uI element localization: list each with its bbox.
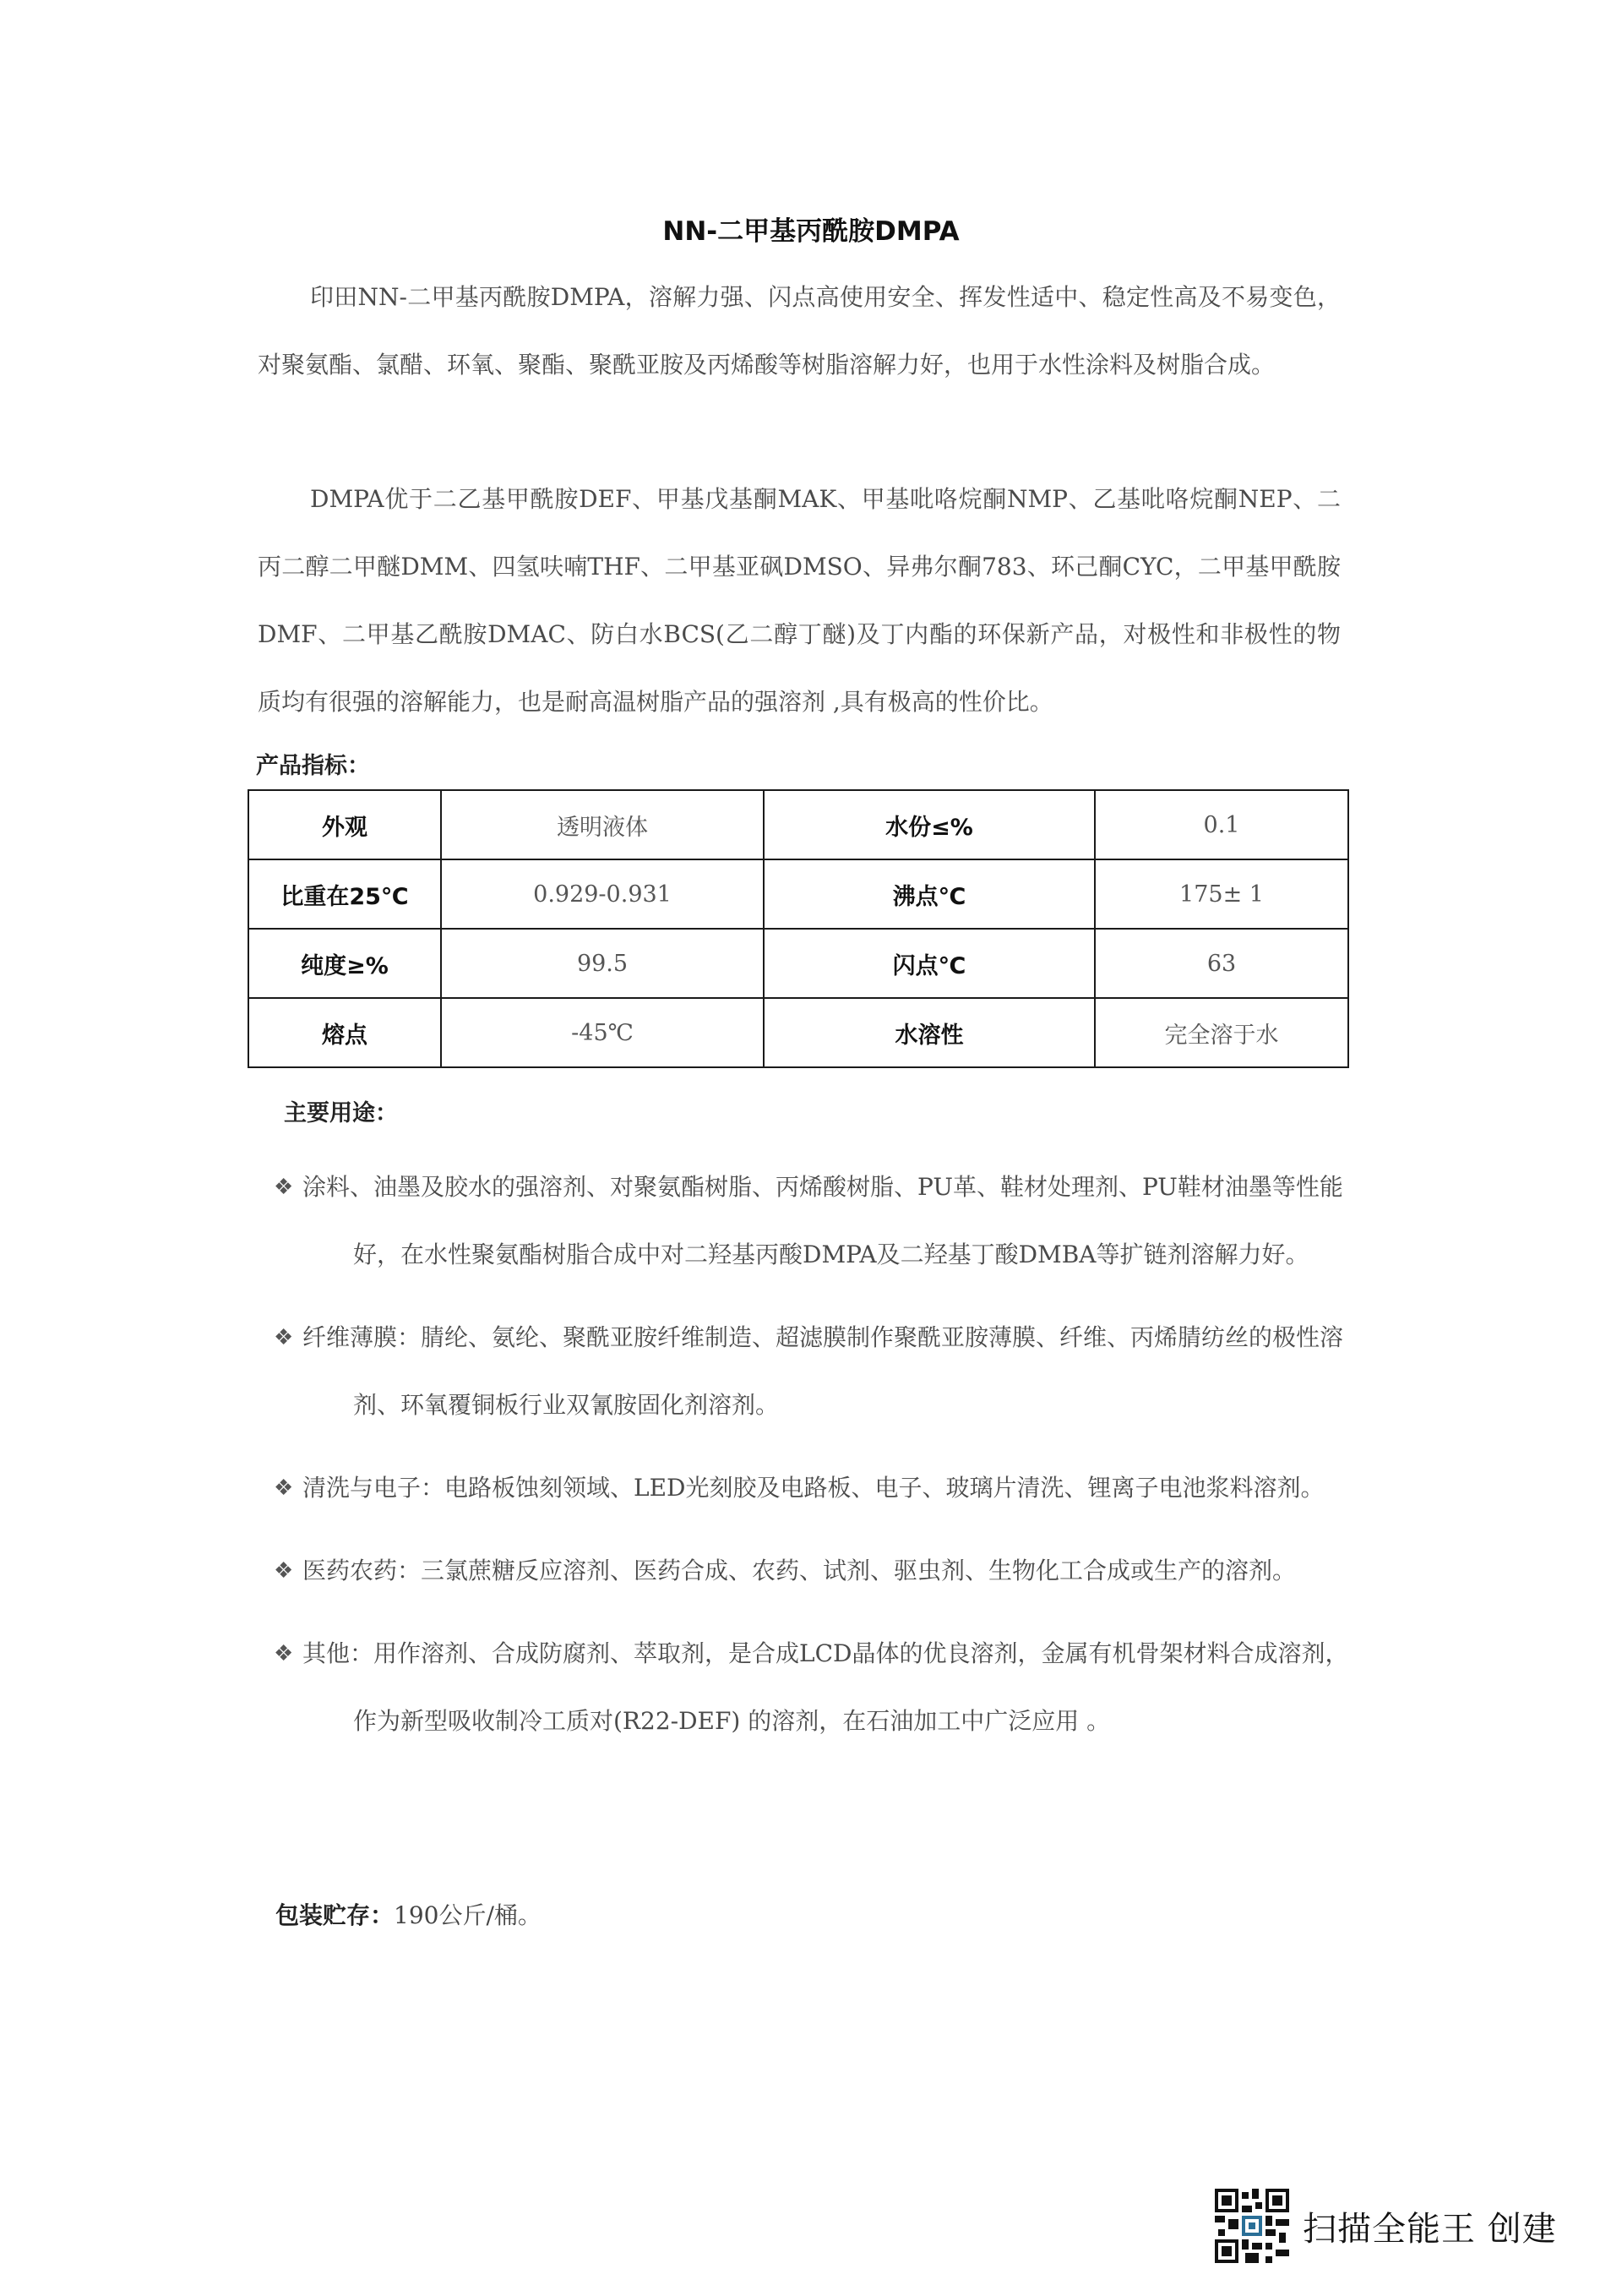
- use-item: [274, 1153, 1355, 1289]
- packing-label: 包装贮存：: [275, 1901, 395, 1929]
- spec-key-cell: 水份≤%: [764, 790, 1095, 859]
- spec-row: [248, 929, 1348, 998]
- spec-key-cell: 外观: [248, 790, 441, 859]
- scanner-footer-text: 扫描全能王 创建: [1303, 2209, 1557, 2249]
- spec-value-cell: 透明液体: [441, 790, 764, 859]
- use-item: [274, 1454, 1355, 1522]
- spec-value-cell: 63: [1095, 929, 1348, 998]
- diamond-bullet-icon: ❖: [274, 1475, 294, 1501]
- intro-paragraph: 印田NN-二甲基丙酰胺DMPA，溶解力强、闪点高使用安全、挥发性适中、稳定性高及不易变色，对聚氨酯、氯醋、环氧、聚酯、聚酰亚胺及丙烯酸等树脂溶解力好，也用于水性涂料及树脂合成。: [258, 283, 1341, 379]
- spec-key-cell: 熔点: [248, 998, 441, 1067]
- spec-value-cell: -45℃: [441, 998, 764, 1067]
- spec-key-cell: 水溶性: [764, 998, 1095, 1067]
- use-item-text: 清洗与电子：电路板蚀刻领域、LED光刻胶及电路板、电子、玻璃片清洗、锂离子电池浆料溶剂。: [302, 1474, 1325, 1502]
- comparison-paragraph: DMPA优于二乙基甲酰胺DEF、甲基戊基酮MAK、甲基吡咯烷酮NMP、乙基吡咯烷酮NEP、二丙二醇二甲醚DMM、四氢呋喃THF、二甲基亚砜DMSO、异弗尔酮783、环己酮CYC，二甲基甲酰胺DMF、二甲基乙酰胺DMAC、防白水BCS(乙二醇丁醚)及丁内酯的环保新产品，对极性和非极性的物质均有很强的溶解能力，也是耐高温树脂产品的强溶剂 ,具有极高的性价比。: [258, 485, 1341, 716]
- use-item: [274, 1537, 1355, 1605]
- uses-heading: 主要用途：: [284, 1100, 398, 1126]
- spec-value-cell: 0.929-0.931: [441, 859, 764, 929]
- use-item-text: 医药农药：三氯蔗糖反应溶剂、医药合成、农药、试剂、驱虫剂、生物化工合成或生产的溶剂。: [302, 1557, 1297, 1584]
- use-item: [274, 1304, 1355, 1439]
- spec-value-cell: 175± 1: [1095, 859, 1348, 929]
- diamond-bullet-icon: ❖: [274, 1641, 294, 1666]
- use-item-text: 纤维薄膜：腈纶、氨纶、聚酰亚胺纤维制造、超滤膜制作聚酰亚胺薄膜、纤维、丙烯腈纺丝的极性溶剂、环氧覆铜板行业双氰胺固化剂溶剂。: [302, 1323, 1344, 1419]
- diamond-bullet-icon: ❖: [274, 1325, 294, 1350]
- spec-key-cell: 闪点℃: [764, 929, 1095, 998]
- spec-heading: 产品指标：: [256, 753, 370, 779]
- packing-line: [275, 1897, 542, 1931]
- diamond-bullet-icon: ❖: [274, 1558, 294, 1584]
- spec-row: [248, 790, 1348, 859]
- use-item: [274, 1620, 1355, 1755]
- diamond-bullet-icon: ❖: [274, 1175, 294, 1200]
- spec-key-cell: 比重在25℃: [248, 859, 441, 929]
- spec-value-cell: 完全溶于水: [1095, 998, 1348, 1067]
- spec-row: [248, 998, 1348, 1067]
- spec-table: [248, 789, 1349, 1068]
- packing-value: 190公斤/桶。: [394, 1901, 542, 1929]
- scanner-footer: [1215, 2189, 1557, 2263]
- qr-code-icon: [1215, 2189, 1289, 2263]
- spec-value-cell: 0.1: [1095, 790, 1348, 859]
- spec-key-cell: 纯度≥%: [248, 929, 441, 998]
- uses-list: [274, 1153, 1355, 1770]
- document-title: NN-二甲基丙酰胺DMPA: [662, 216, 960, 247]
- spec-value-cell: 99.5: [441, 929, 764, 998]
- use-item-text: 涂料、油墨及胶水的强溶剂、对聚氨酯树脂、丙烯酸树脂、PU革、鞋材处理剂、PU鞋材油墨等性能好，在水性聚氨酯树脂合成中对二羟基丙酸DMPA及二羟基丁酸DMBA等扩链剂溶解力好。: [302, 1173, 1343, 1268]
- use-item-text: 其他：用作溶剂、合成防腐剂、萃取剂，是合成LCD晶体的优良溶剂，金属有机骨架材料合成溶剂，作为新型吸收制冷工质对(R22-DEF) 的溶剂，在石油加工中广泛应用 。: [302, 1639, 1349, 1735]
- spec-row: [248, 859, 1348, 929]
- spec-key-cell: 沸点℃: [764, 859, 1095, 929]
